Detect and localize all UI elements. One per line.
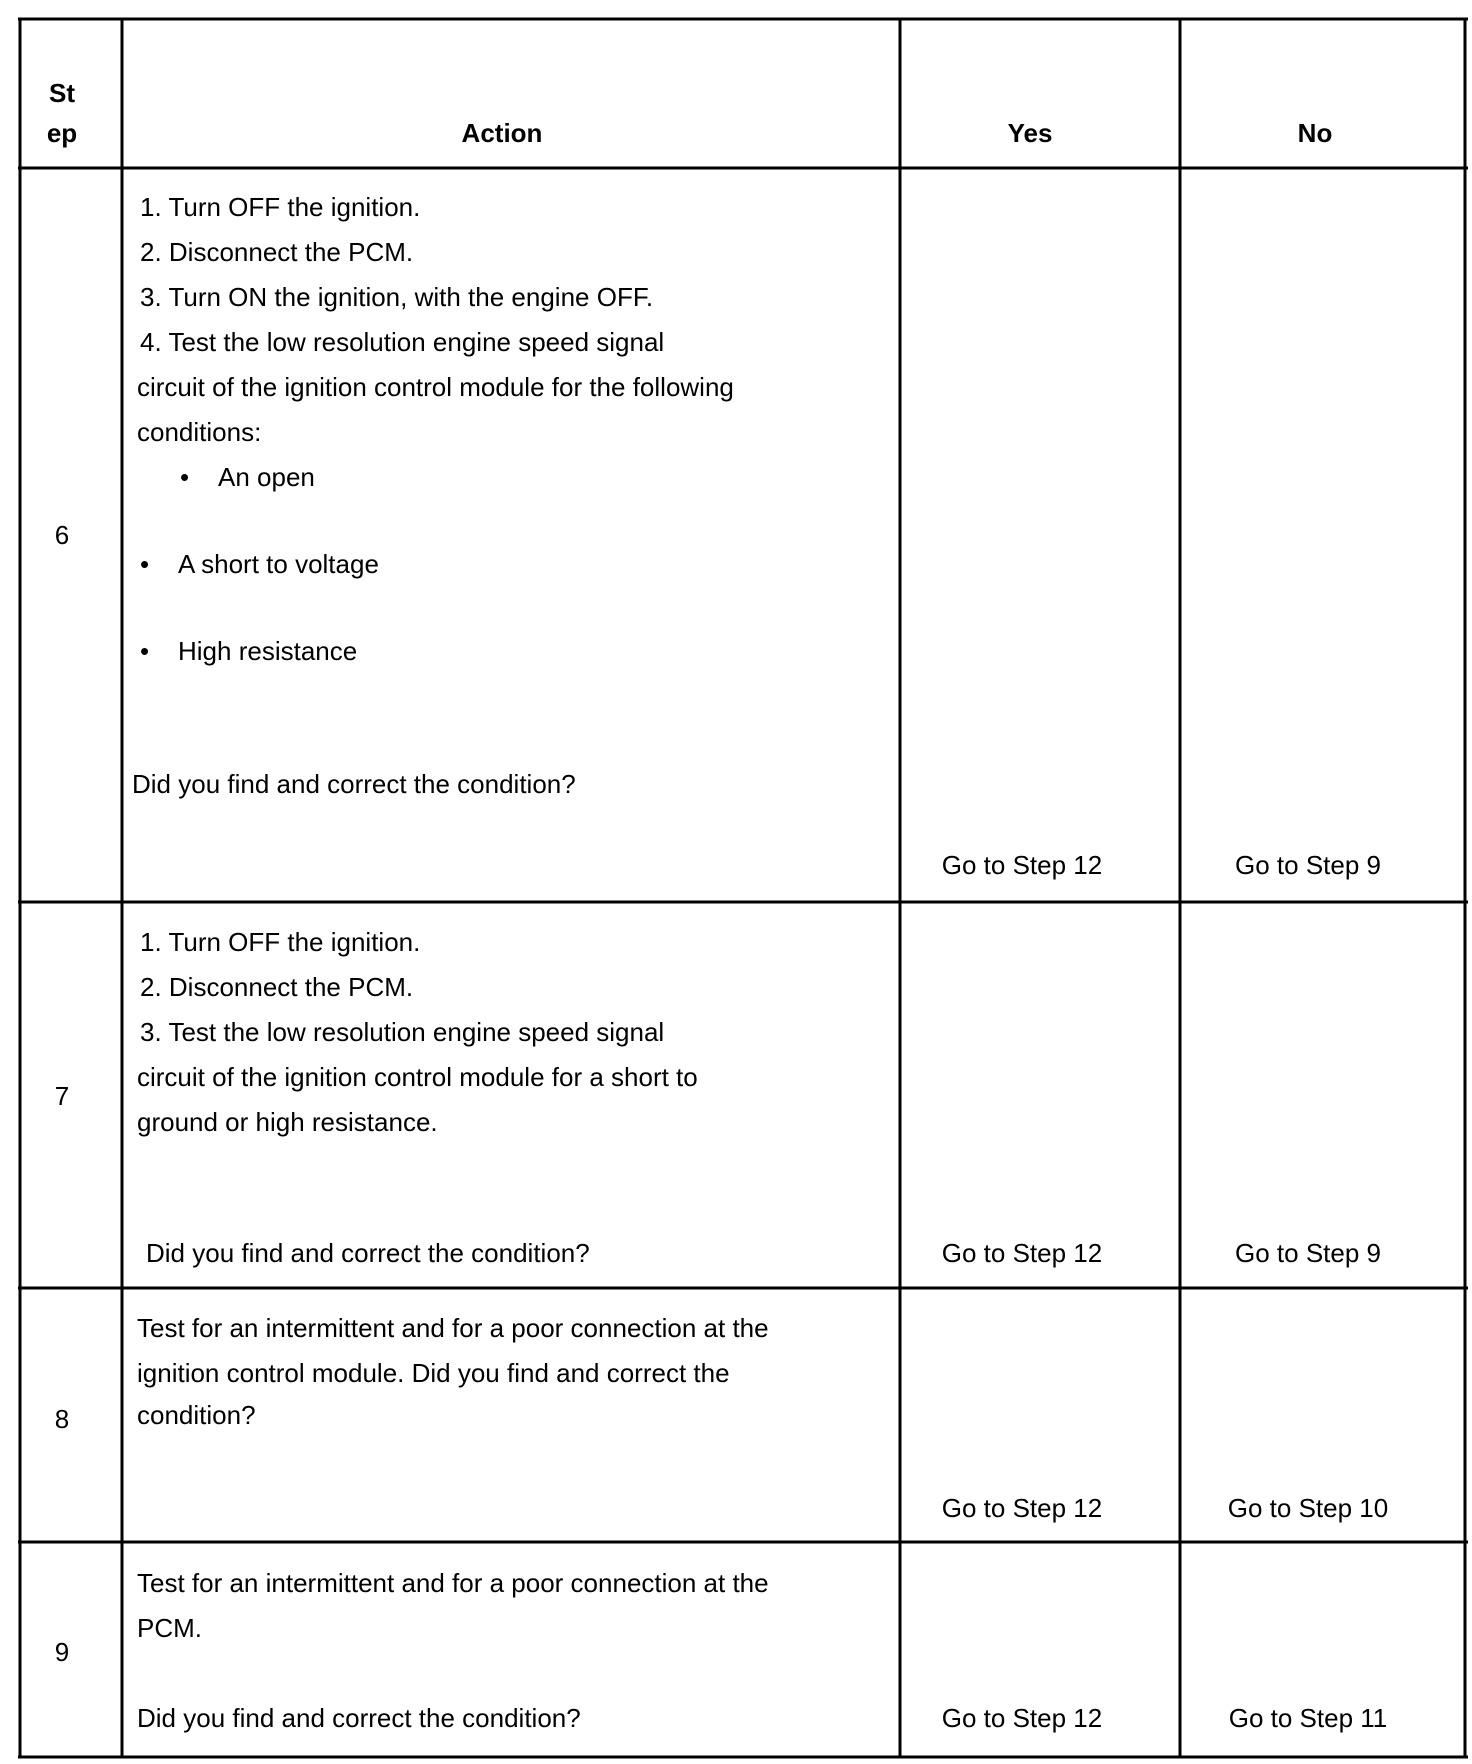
action-question: Did you find and correct the condition?	[146, 1238, 590, 1268]
action-text: circuit of the ignition control module for a short to	[137, 1062, 698, 1092]
yes-cell: Go to Step 12	[941, 1238, 1103, 1268]
header-no: No	[1297, 118, 1333, 148]
step-number: 8	[54, 1404, 70, 1434]
action-question: Did you find and correct the condition?	[132, 769, 576, 799]
bullet-item: An open	[218, 462, 315, 492]
no-cell: Go to Step 10	[1227, 1493, 1389, 1523]
action-item: 2. Disconnect the PCM.	[140, 972, 414, 1002]
action-item: 1. Turn OFF the ignition.	[140, 192, 421, 222]
yes-cell: Go to Step 12	[941, 850, 1103, 880]
action-text: PCM.	[137, 1613, 202, 1643]
bullet-item: High resistance	[178, 636, 358, 666]
action-text: condition?	[137, 1400, 256, 1430]
header-step-line2: ep	[46, 118, 78, 148]
action-question: Did you find and correct the condition?	[137, 1703, 581, 1733]
action-item: 3. Test the low resolution engine speed signal	[140, 1017, 665, 1047]
action-text: ignition control module. Did you find and correct the	[137, 1358, 730, 1388]
no-cell: Go to Step 9	[1235, 850, 1381, 880]
action-text: ground or high resistance.	[137, 1107, 438, 1137]
yes-cell: Go to Step 12	[941, 1703, 1103, 1733]
action-text: circuit of the ignition control module for the following	[137, 372, 734, 402]
header-step-line1: St	[49, 78, 75, 108]
step-number: 6	[54, 520, 70, 550]
action-item: 3. Turn ON the ignition, with the engine OFF.	[140, 282, 654, 312]
action-item: 4. Test the low resolution engine speed signal	[140, 327, 665, 357]
no-cell: Go to Step 9	[1235, 1238, 1381, 1268]
action-text: Test for an intermittent and for a poor connection at the	[137, 1313, 769, 1343]
header-yes: Yes	[1007, 118, 1053, 148]
bullet-dot: •	[140, 636, 150, 666]
no-cell: Go to Step 11	[1228, 1703, 1388, 1733]
yes-cell: Go to Step 12	[941, 1493, 1103, 1523]
step-number: 9	[54, 1637, 70, 1667]
action-item: 2. Disconnect the PCM.	[140, 237, 414, 267]
step-number: 7	[54, 1081, 70, 1111]
action-text: conditions:	[137, 417, 262, 447]
bullet-dot: •	[140, 549, 150, 579]
bullet-item: A short to voltage	[178, 549, 379, 579]
action-text: Test for an intermittent and for a poor connection at the	[137, 1568, 769, 1598]
bullet-dot: •	[180, 462, 190, 492]
header-action: Action	[461, 118, 543, 148]
action-item: 1. Turn OFF the ignition.	[140, 927, 421, 957]
